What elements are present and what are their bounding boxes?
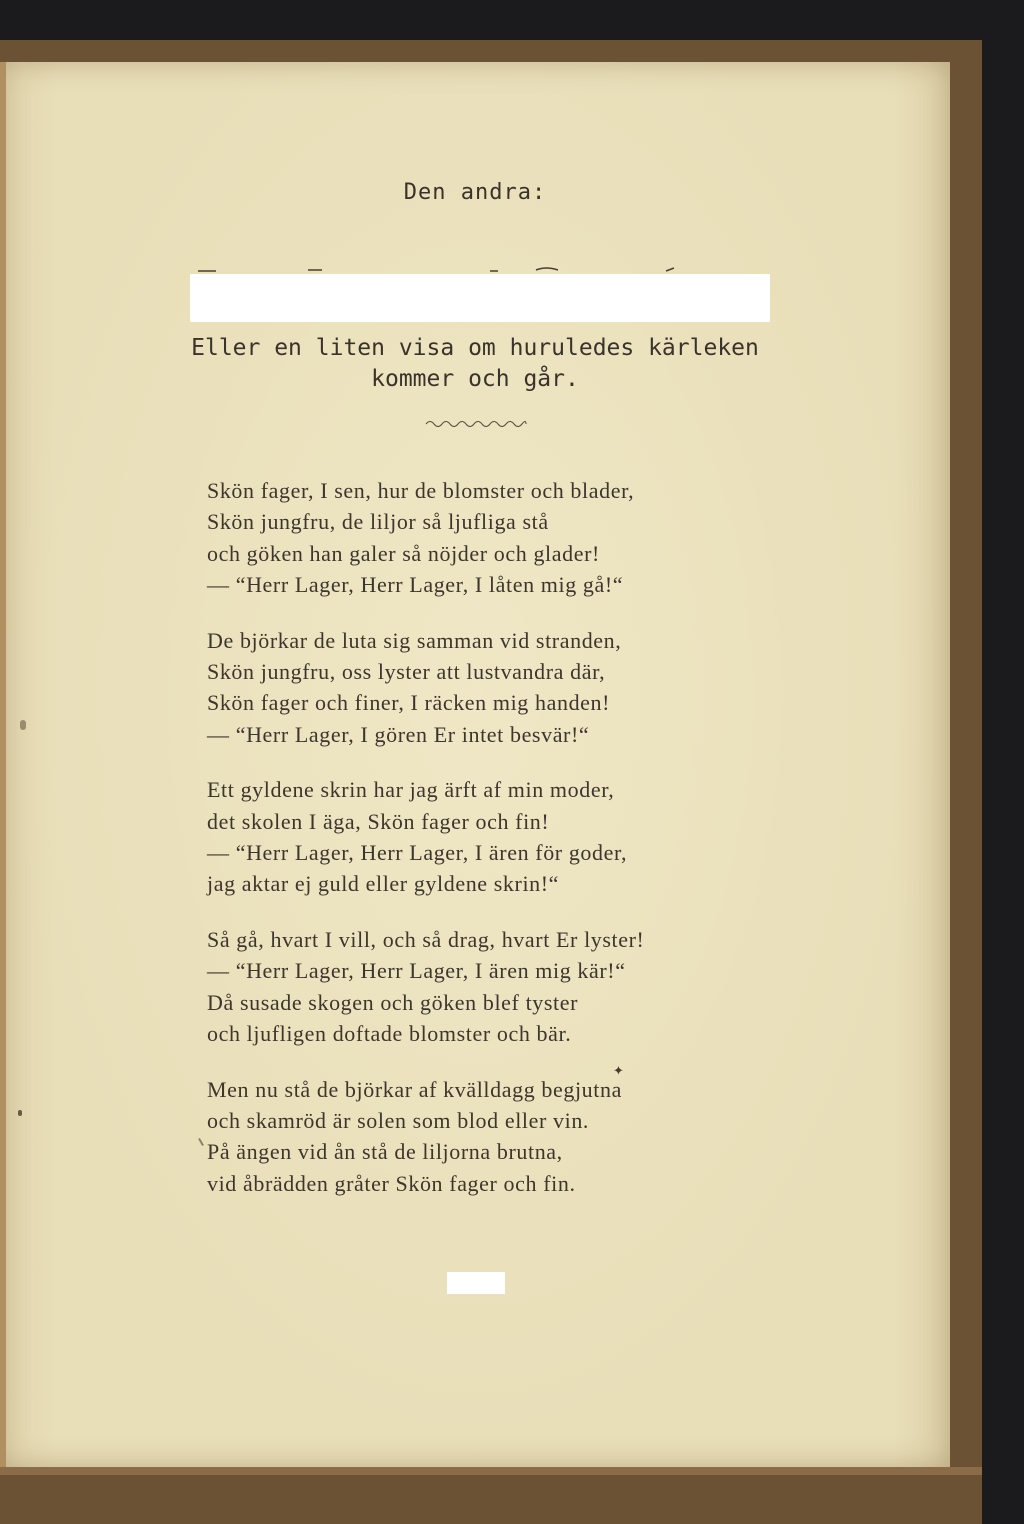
poem-line: det skolen I äga, Skön fager och fin! [207,808,550,834]
poem-stanza [207,924,767,1049]
poem-line: — “Herr Lager, Herr Lager, I ären mig kär!“ [207,958,626,984]
subtitle-line: kommer och går. [371,366,579,392]
poem-line: Då susade skogen och göken blef tyster [207,989,579,1015]
poem-line: Ett gyldene skrin har jag ärft af min moder, [207,777,615,803]
subtitle [170,333,780,395]
page-bottom-edge [0,1467,982,1475]
poem-line: Skön fager, I sen, hur de blomster och blader, [207,478,635,503]
title-ink-remnants [190,262,770,274]
poem-line: Skön jungfru, oss lyster att lustvandra där, [207,658,606,684]
poem-line: och skamröd är solen som blod eller vin. [207,1108,590,1134]
poem-stanza [207,625,767,750]
paper-speck [18,1110,22,1116]
poem-line: Så gå, hvart I vill, och så drag, hvart Er lyster! [207,927,645,953]
poem-line: vid åbrädden gråter Skön fager och fin. [207,1170,576,1196]
poem-stanza [207,1074,767,1199]
redacted-title [190,274,770,322]
paper-speck [20,720,26,730]
section-header: Den andra: [403,180,547,205]
poem [207,475,767,1223]
redacted-page-number [447,1272,505,1294]
poem-line: och göken han galer så nöjder och glader! [207,540,600,566]
poem-line: På ängen vid ån stå de liljorna brutna, [207,1139,563,1165]
ink-mark-icon: ✦ [613,1064,624,1079]
poem-line: Skön fager och finer, I räcken mig handen! [207,690,611,716]
poem-line: De björkar de luta sig samman vid stranden, [207,627,622,653]
poem-line: jag aktar ej guld eller gyldene skrin!“ [207,871,560,897]
page-gutter-edge [0,62,6,1467]
wavy-ornament [424,416,528,430]
poem-line: — “Herr Lager, Herr Lager, I ären för goder, [207,839,628,865]
poem-line: Skön jungfru, de liljor så ljufliga stå [207,509,549,535]
subtitle-line: Eller en liten visa om huruledes kärleken [191,335,759,361]
poem-line: — “Herr Lager, I gören Er intet besvär!“ [207,721,590,747]
poem-line: Men nu stå de björkar af kvälldagg begjutna [207,1076,622,1102]
poem-stanza [207,475,767,600]
poem-line: och ljufligen doftade blomster och bär. [207,1020,572,1046]
poem-line: — “Herr Lager, Herr Lager, I låten mig gå!“ [207,571,624,597]
poem-stanza [207,774,767,899]
